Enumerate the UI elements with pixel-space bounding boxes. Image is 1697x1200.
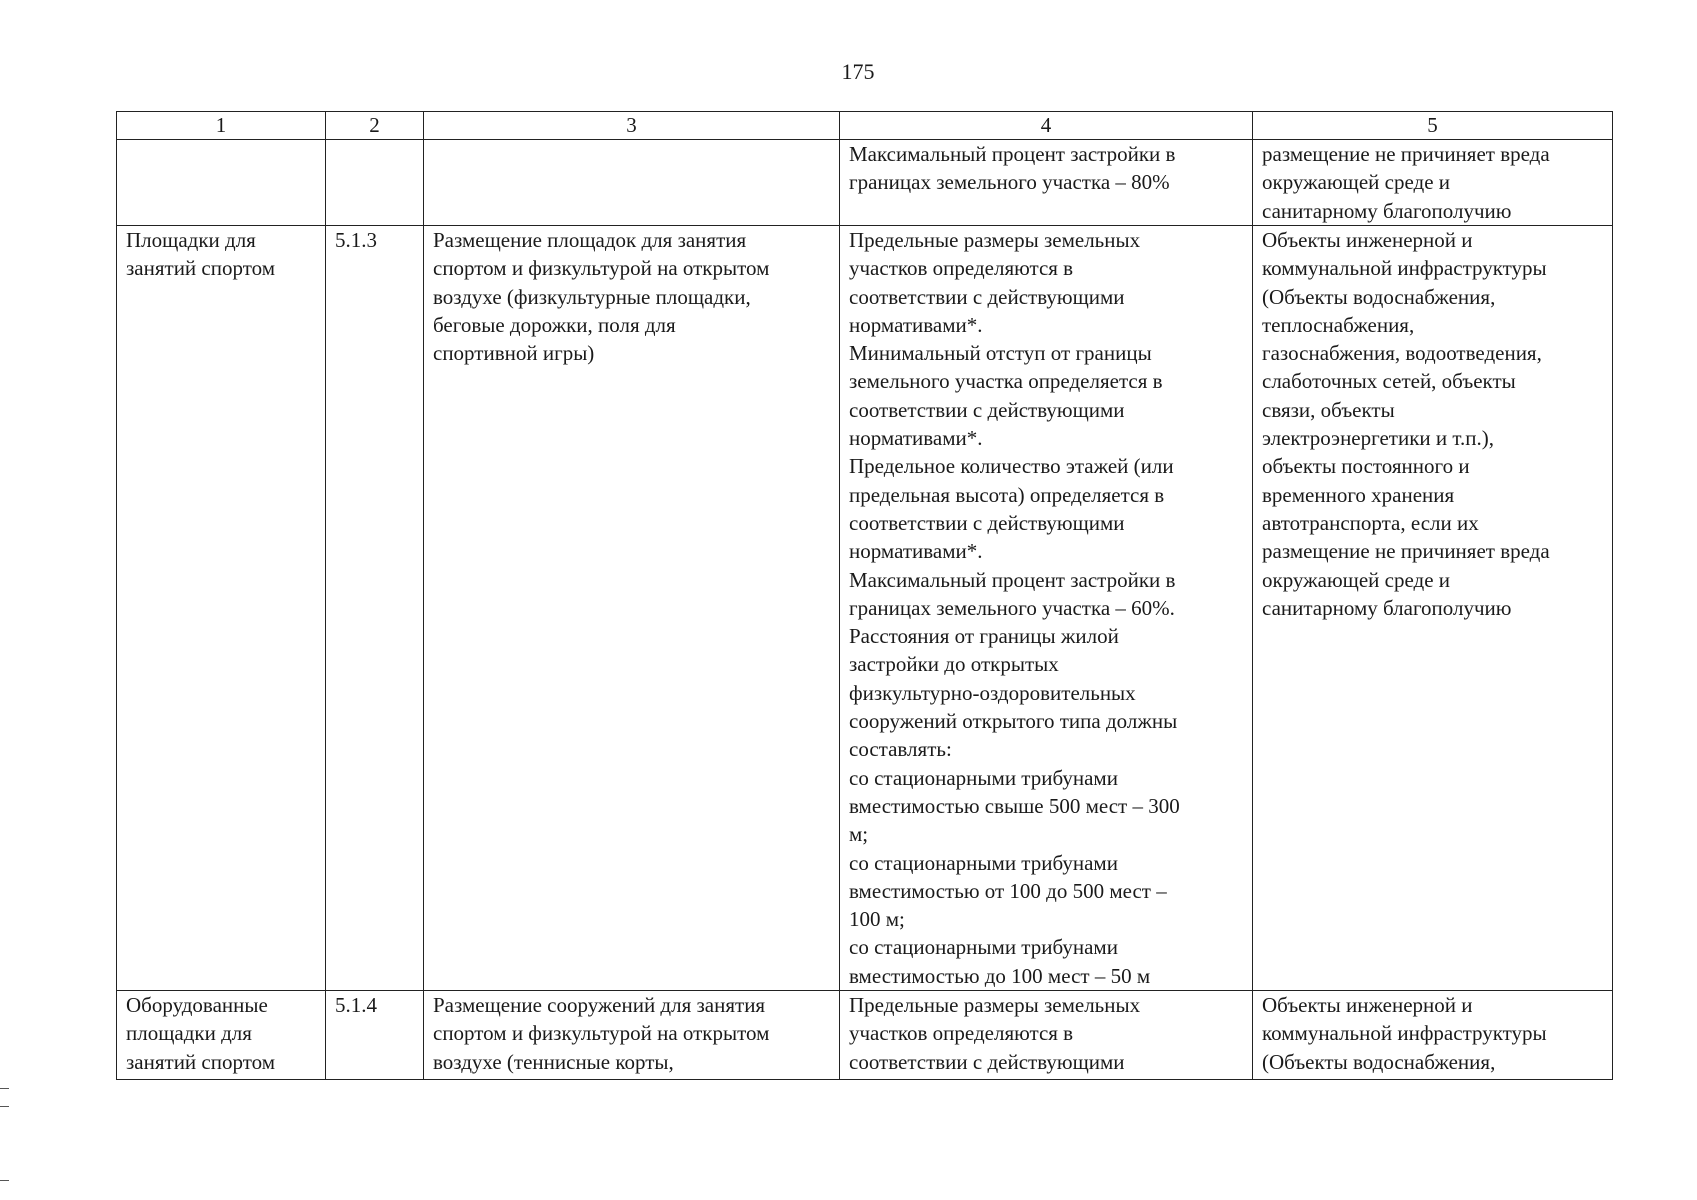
cell-text-line: Объекты инженерной и [1262,228,1473,252]
cell-text-line: занятий спортом [126,1049,275,1074]
parameters-cell [840,226,1253,991]
cell-text-line: Предельные размеры земельных [849,228,1141,252]
cell-text-line: электроэнергетики и т.п.), [1262,426,1494,451]
cell-text-line: соответствии с действующими [849,397,1125,422]
use-code-cell [326,140,424,226]
cell-text-line: составлять: [849,737,952,762]
parameters-cell [840,140,1253,226]
cell-text-line: физкультурно-оздоровительных [849,680,1136,705]
cell-text-line: сооружений открытого типа должны [849,709,1178,734]
cell-text-line: размещение не причиняет вреда [1262,539,1550,564]
land-use-regulations-table [116,111,1613,1080]
cell-text-line: коммунальной инфраструктуры [1262,256,1547,281]
cell-text-line: со стационарными трибунами [849,850,1118,875]
cell-text-line: со стационарными трибунами [849,765,1118,790]
cell-text-line: участков определяются в [849,1021,1074,1046]
scan-edge-mark [0,1106,9,1107]
auxiliary-uses-cell [1253,991,1613,1080]
cell-text-line: слаботочных сетей, объекты [1262,369,1516,394]
column-number-4: 4 [840,112,1253,140]
cell-text-line: Максимальный процент застройки в [849,567,1176,592]
column-number-3: 3 [424,112,840,140]
use-description-cell [424,991,840,1080]
cell-text-line: Размещение сооружений для занятия [433,993,766,1018]
cell-text-line: земельного участка определяется в [849,369,1163,394]
cell-text-line: площадки для [126,1021,252,1046]
page-number: 175 [841,59,875,84]
cell-text-line: воздухе (физкультурные площадки, [433,284,751,309]
auxiliary-uses-cell [1253,140,1613,226]
cell-text-line: воздухе (теннисные корты, [433,1049,674,1074]
use-code-cell: 5.1.4 [326,991,424,1080]
table-header [117,112,1613,140]
cell-text-line: Минимальный отступ от границы [849,341,1152,366]
cell-text-line: Оборудованные [126,993,268,1018]
use-code-cell: 5.1.3 [326,226,424,991]
use-description-cell [424,140,840,226]
auxiliary-uses-cell [1253,226,1613,991]
cell-text-line: санитарному благополучию [1262,595,1512,620]
cell-text-line: участков определяются в [849,256,1074,281]
cell-text-line: Размещение площадок для занятия [433,228,747,252]
use-name-cell [117,991,326,1080]
header-row [117,112,1613,140]
parameters-cell [840,991,1253,1080]
column-number-2: 2 [326,112,424,140]
cell-text-line: окружающей среде и [1262,170,1451,195]
cell-text-line: объекты постоянного и [1262,454,1470,479]
cell-text-line: Предельное количество этажей (или [849,454,1174,479]
cell-text-line: границах земельного участка – 60%. [849,595,1175,620]
cell-text-line: беговые дорожки, поля для [433,312,676,337]
cell-text-line: со стационарными трибунами [849,935,1118,960]
cell-text-line: нормативами*. [849,539,983,564]
cell-text-line: Максимальный процент застройки в [849,142,1176,166]
cell-text-line: м; [849,822,869,847]
cell-text-line: санитарному благополучию [1262,198,1512,223]
cell-text-line: Объекты инженерной и [1262,993,1473,1018]
cell-text-line: 100 м; [849,907,905,932]
cell-text-line: Площадки для [126,228,256,252]
use-description-cell [424,226,840,991]
cell-text-line: (Объекты водоснабжения, [1262,1049,1496,1074]
table-row [117,226,1613,991]
cell-text-line: вместимостью свыше 500 мест – 300 [849,793,1180,818]
cell-text-line: временного хранения [1262,482,1455,507]
cell-text-line: спортом и физкультурой на открытом [433,256,770,281]
cell-text-line: нормативами*. [849,426,983,451]
cell-text-line: спортивной игры) [433,341,595,366]
cell-text-line: занятий спортом [126,256,275,281]
cell-text-line: Предельные размеры земельных [849,993,1141,1018]
cell-text-line: газоснабжения, водоотведения, [1262,341,1542,366]
cell-text-line: окружающей среде и [1262,567,1451,592]
cell-text-line: связи, объекты [1262,397,1395,422]
cell-text-line: спортом и физкультурой на открытом [433,1021,770,1046]
table-row [117,140,1613,226]
column-number-1: 1 [117,112,326,140]
cell-text-line: Расстояния от границы жилой [849,624,1119,649]
scan-edge-mark [0,1180,9,1181]
cell-text-line: границах земельного участка – 80% [849,170,1170,195]
cell-text-line: вместимостью от 100 до 500 мест – [849,878,1167,903]
cell-text-line: коммунальной инфраструктуры [1262,1021,1547,1046]
column-number-5: 5 [1253,112,1613,140]
cell-text-line: теплоснабжения, [1262,312,1415,337]
use-name-cell [117,226,326,991]
cell-text-line: соответствии с действующими [849,284,1125,309]
cell-text-line: размещение не причиняет вреда [1262,142,1550,166]
cell-text-line: соответствии с действующими [849,1049,1125,1074]
use-name-cell [117,140,326,226]
cell-text-line: (Объекты водоснабжения, [1262,284,1496,309]
cell-text-line: застройки до открытых [849,652,1059,677]
cell-text-line: вместимостью до 100 мест – 50 м [849,963,1151,988]
cell-text-line: соответствии с действующими [849,510,1125,535]
table-row [117,991,1613,1080]
cell-text-line: предельная высота) определяется в [849,482,1165,507]
cell-text-line: нормативами*. [849,312,983,337]
cell-text-line: автотранспорта, если их [1262,510,1479,535]
scan-edge-mark [0,1088,9,1089]
